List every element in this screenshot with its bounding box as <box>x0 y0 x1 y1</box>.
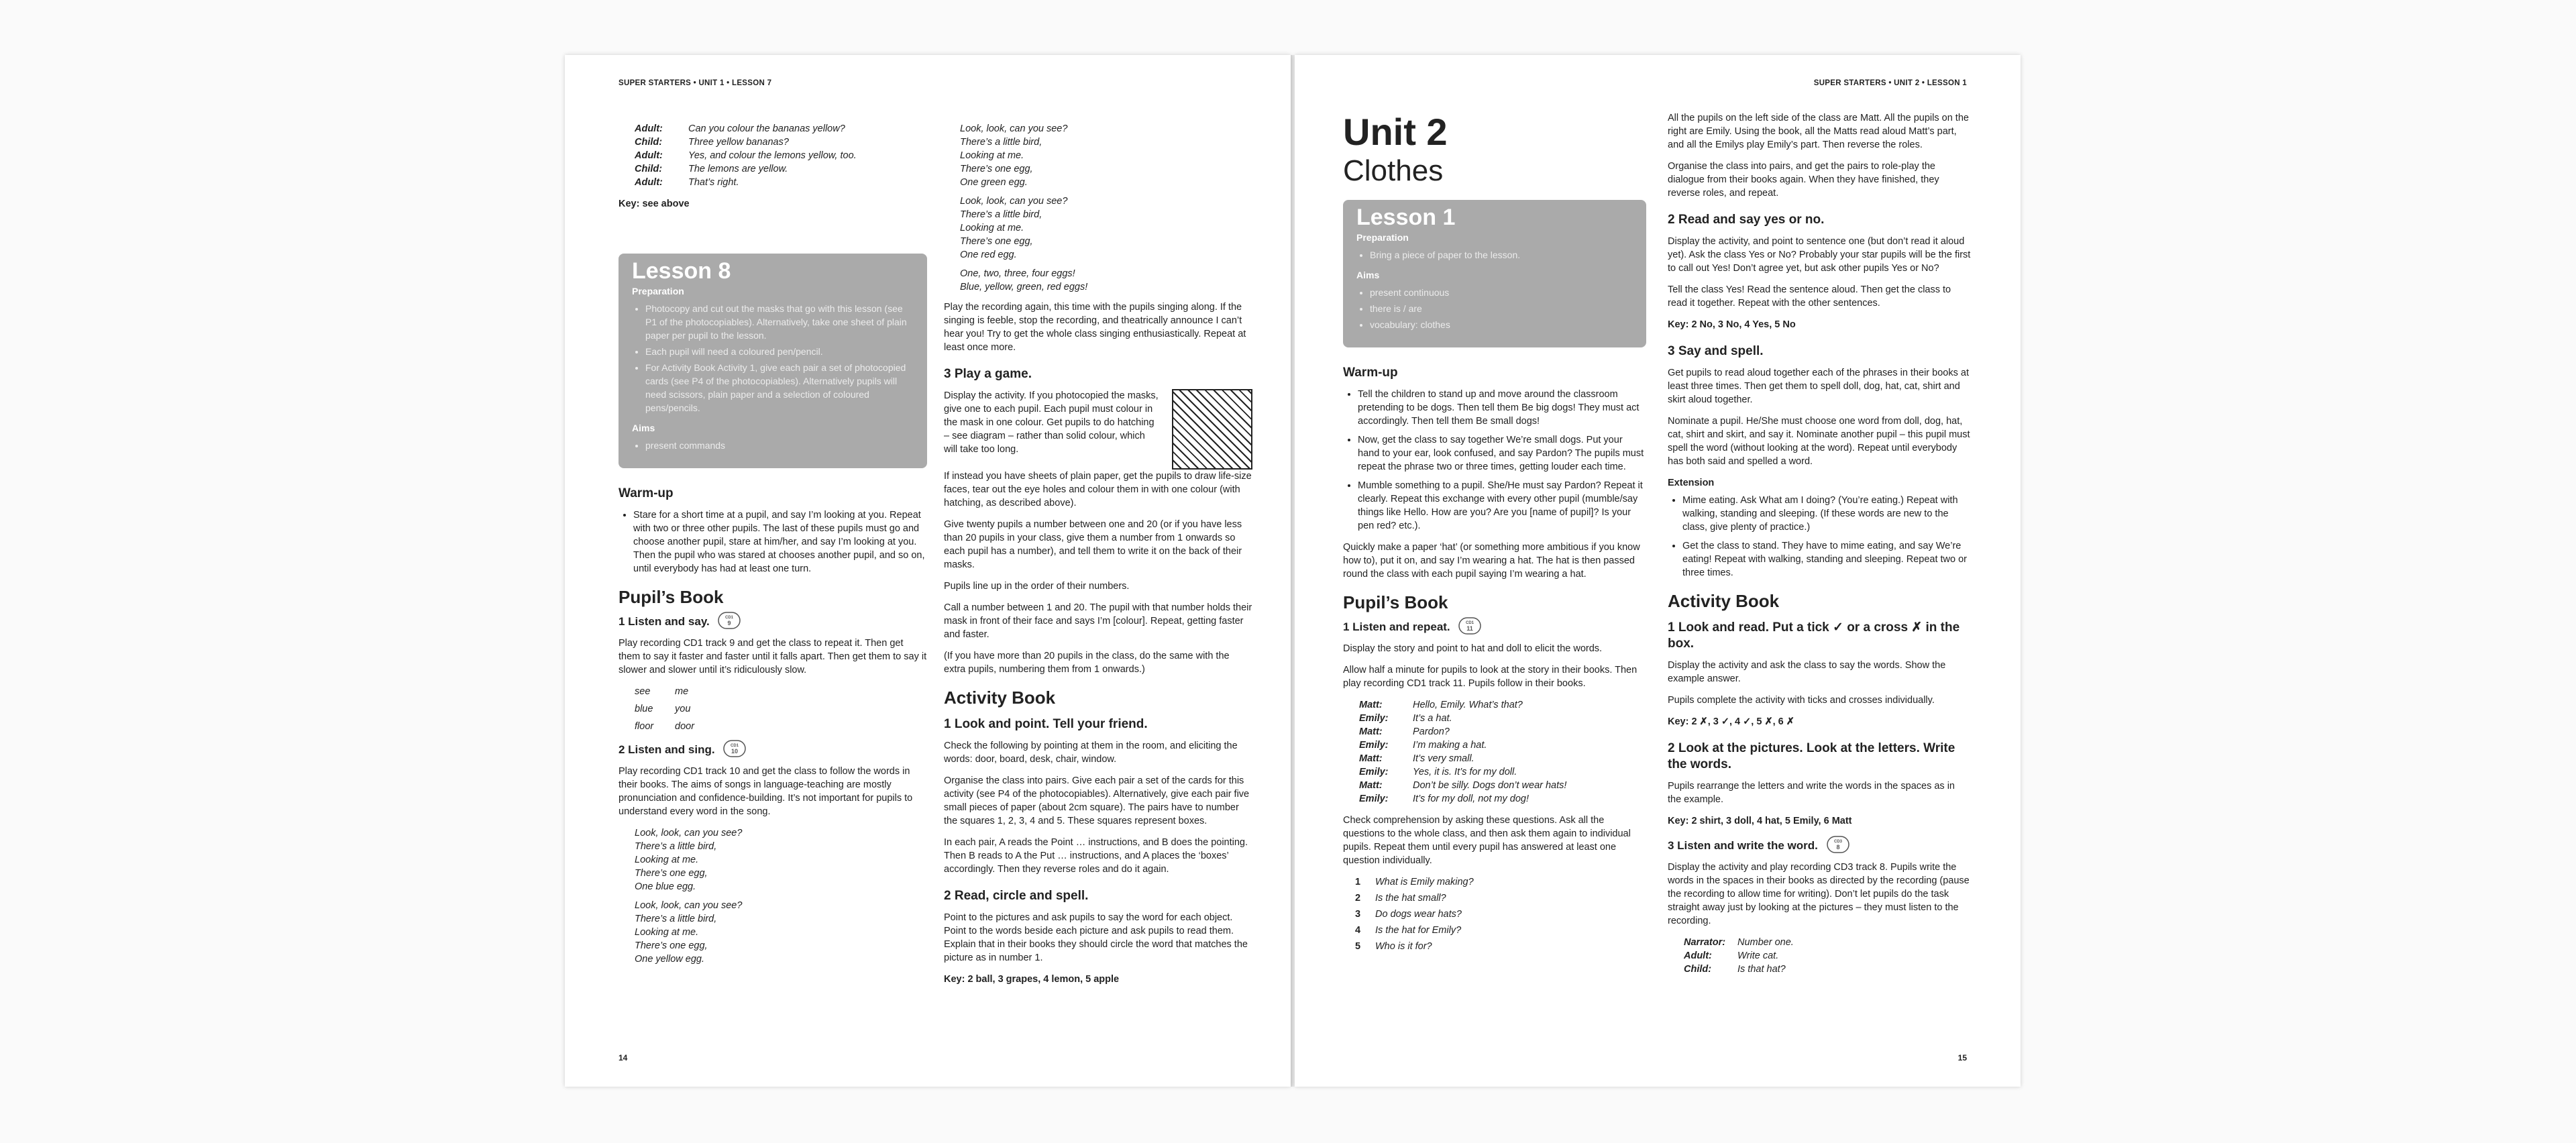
ex3-p2: Nominate a pupil. He/She must choose one word from doll, dog, hat, cat, shirt and skirt, and say it. Nominate another pupil – this pupil must spell the word (without looking at the word). Repeat until everybody has both said and spelled a word. <box>1668 416 1970 467</box>
question-text: Is the hat small? <box>1375 893 1446 904</box>
left-column-2 <box>944 122 1252 994</box>
ex3-p2: If instead you have sheets of plain paper, get the pupils to draw life-size faces, tear out the eye holes and colour them in with one colour (with hatching, as described above). <box>944 471 1252 508</box>
ab3-heading-text: 3 Listen and write the word. <box>1668 838 1818 852</box>
question-number: 1 <box>1355 877 1361 887</box>
ex1-p2: Allow half a minute for pupils to look at the story in their books. Then play recording CD1 track 11. Pupils follow in their books. <box>1343 665 1638 689</box>
line-text: It’s very small. <box>1413 753 1474 764</box>
song-stanza <box>960 195 1252 262</box>
word-pairs <box>635 685 927 733</box>
song-line: There’s a little bird, <box>635 914 717 924</box>
ab1-p2: Pupils complete the activity with ticks and crosses individually. <box>1668 695 1935 706</box>
speaker: Emily: <box>1359 794 1389 804</box>
activity-book-heading: Activity Book <box>944 688 1056 708</box>
dialog-line <box>1359 765 1646 779</box>
cd-icon <box>1458 617 1481 638</box>
line-text: Yes, and colour the lemons yellow, too. <box>688 150 857 161</box>
p1: All the pupils on the left side of the class are Matt. All the pupils on the right are Emily. Using the book, all the Matts read aloud Matt’s part, and all the Emilys play Emily’s part. Then reverse the roles. <box>1668 113 1969 150</box>
page-number: 14 <box>619 1053 628 1063</box>
song-lyrics <box>635 826 927 966</box>
ex3-heading: 3 Play a game. <box>944 367 1032 381</box>
key-intro: Key: see above <box>619 199 690 209</box>
song-line: Look, look, can you see? <box>960 196 1068 207</box>
dialog-line <box>1684 949 1971 963</box>
dialog-line <box>635 176 927 189</box>
recording-dialog <box>1684 936 1971 976</box>
question-number: 2 <box>1355 893 1361 904</box>
word: door <box>675 721 695 732</box>
ab2-p1: Point to the pictures and ask pupils to say the word for each object. Point to the words beside each picture and ask pupils to read them. Explain that in their books they should circle the word that matches the picture as in number 1. <box>944 912 1248 963</box>
aims-list <box>632 439 914 452</box>
right-column-1 <box>1343 111 1646 961</box>
song-line: There’s one egg, <box>635 940 708 951</box>
ab3-heading <box>1668 836 1971 857</box>
aims-item: • present commands <box>645 439 914 452</box>
ex3-heading: 3 Say and spell. <box>1668 344 1764 358</box>
right-page <box>1295 55 2021 1087</box>
cd-icon <box>723 740 746 761</box>
dialog-line <box>1684 963 1971 976</box>
song-line: Looking at me. <box>960 223 1024 233</box>
ex2-heading-text: 2 Listen and sing. <box>619 743 715 756</box>
ab1-heading: 1 Look and point. Tell your friend. <box>944 717 1148 731</box>
word: me <box>675 686 689 697</box>
ab2-heading: 2 Look at the pictures. Look at the letters. Write the words. <box>1668 741 1955 771</box>
line-text: Is that hat? <box>1737 964 1786 975</box>
ab1-p2: Organise the class into pairs. Give each pair a set of the cards for this activity (see P4 of the photocopiables). Alternatively, give each pair five small pieces of paper (about 2cm square). The pairs have to number the squares 1, 2, 3, 4 and 5. These squares represent boxes. <box>944 775 1250 826</box>
song-line: Looking at me. <box>635 927 699 938</box>
speaker: Matt: <box>1359 726 1383 737</box>
question-text: Who is it for? <box>1375 941 1432 952</box>
ex1-heading-text: 1 Listen and repeat. <box>1343 620 1450 633</box>
question-text: What is Emily making? <box>1375 877 1474 887</box>
ab2-key: Key: 2 ball, 3 grapes, 4 lemon, 5 apple <box>944 974 1120 985</box>
ab1-p1: Check the following by pointing at them in the room, and eliciting the words: door, board, desk, chair, window. <box>944 741 1238 765</box>
speaker: Narrator: <box>1684 937 1726 948</box>
aims-item: • present continuous <box>1370 286 1633 299</box>
song-line: Blue, yellow, green, red eggs! <box>960 282 1088 292</box>
question-text: Do dogs wear hats? <box>1375 909 1462 920</box>
dialog-line <box>1359 698 1646 712</box>
speaker: Adult: <box>1684 950 1712 961</box>
warmup-item: • Now, get the class to say together We’re small dogs. Put your hand to your ear, look confused, and say Pardon? The pupils must repeat the phrase two or three times, getting louder each time. <box>1358 433 1646 474</box>
check-para: Check comprehension by asking these questions. Ask all the questions to the whole class, and then ask them again to individual pupils. Repeat them until every pupil has answered at least one question individually. <box>1343 815 1631 866</box>
ex3-p5: Call a number between 1 and 20. The pupil with that number holds their mask in front of their face and says I’m [colour]. Repeat, getting faster and faster. <box>944 602 1252 640</box>
line-text: I’m making a hat. <box>1413 740 1487 751</box>
page-number: 15 <box>1957 1053 1967 1063</box>
dialog-line <box>635 122 927 135</box>
pupils-book-heading: Pupil’s Book <box>619 587 724 607</box>
speaker: Emily: <box>1359 713 1389 724</box>
line-text: It’s for my doll, not my dog! <box>1413 794 1529 804</box>
speaker: Child: <box>1684 964 1712 975</box>
word: floor <box>635 721 654 732</box>
question <box>1355 908 1646 921</box>
ex2-heading <box>619 740 927 761</box>
song-line: Looking at me. <box>960 150 1024 161</box>
line-text: The lemons are yellow. <box>688 164 788 174</box>
ex2-heading: 2 Read and say yes or no. <box>1668 213 1825 227</box>
line-text: Can you colour the bananas yellow? <box>688 123 845 134</box>
song-stanza <box>635 826 927 893</box>
song-line: One green egg. <box>960 177 1028 188</box>
line-text: Hello, Emily. What’s that? <box>1413 700 1523 710</box>
line-text: It’s a hat. <box>1413 713 1452 724</box>
warmup-item: • Mumble something to a pupil. She/He must say Pardon? Repeat it clearly. Repeat this exchange with every other pupil (mumble/say things like Hello. How are you? Are you [name of pupil]? Is your pen red? etc.). <box>1358 479 1646 533</box>
warmup-item: • Tell the children to stand up and move around the classroom pretending to be dogs. Then tell them Be big dogs! They must act accordingly. Then tell them Be small dogs! <box>1358 388 1646 428</box>
svg-text:CD3: CD3 <box>1833 840 1842 844</box>
ex1-text: Play recording CD1 track 9 and get the class to repeat it. Then get them to say it faster and faster until it falls apart. Then get them to say it slower and slower until it’s ridiculously slow. <box>619 638 927 675</box>
speaker: Adult: <box>635 123 663 134</box>
dialog-intro <box>635 122 927 189</box>
question <box>1355 875 1646 889</box>
dialog-line <box>1359 725 1646 739</box>
ex3-p6: (If you have more than 20 pupils in the class, do the same with the extra pupils, numbering them from 1 onwards.) <box>944 651 1230 675</box>
line-text: That’s right. <box>688 177 739 188</box>
ab1-p3: In each pair, A reads the Point … instructions, and B does the pointing. Then B reads to A the Put … instructions, and A places the ‘boxes’ accordingly. Then they reverse roles and do it again. <box>944 837 1248 875</box>
lesson-1-box <box>1343 200 1646 347</box>
dialog-line <box>635 162 927 176</box>
unit-title: Unit 2 <box>1343 111 1448 153</box>
speaker: Emily: <box>1359 767 1389 777</box>
word: see <box>635 686 651 697</box>
question-number: 4 <box>1355 925 1361 936</box>
extension-item: • Get the class to stand. They have to mime eating, and say We’re eating! Repeat with walking, standing and sleeping. Repeat two or three times. <box>1682 539 1971 580</box>
song-line: Looking at me. <box>635 855 699 865</box>
aims-label: Aims <box>632 423 655 433</box>
dialog-line <box>1359 739 1646 752</box>
song-lyrics <box>960 122 1252 294</box>
speaker: Child: <box>635 164 663 174</box>
ab2-heading: 2 Read, circle and spell. <box>944 889 1089 903</box>
aims-list <box>1356 286 1633 331</box>
extension-heading: Extension <box>1668 478 1715 488</box>
ab1-heading: 1 Look and read. Put a tick ✓ or a cross ✗ in the box. <box>1668 620 1960 651</box>
extension-list <box>1668 494 1971 580</box>
song-line: There’s one egg, <box>960 164 1033 174</box>
ex2-p1: Display the activity, and point to sentence one (but don’t read it aloud yet). Ask the class Yes or No? Probably your star pupils will be the first to call out Yes! Don’t agree yet, but ask other pupils Yes or No? <box>1668 236 1971 274</box>
lesson-8-box <box>619 254 927 468</box>
unit-subtitle: Clothes <box>1343 154 1444 187</box>
line-text: Don’t be silly. Dogs don’t wear hats! <box>1413 780 1567 791</box>
cd-icon <box>718 612 741 633</box>
dialog-line <box>1359 712 1646 725</box>
aims-item: • vocabulary: clothes <box>1370 318 1633 331</box>
song-line: There’s a little bird, <box>960 137 1042 148</box>
ex3-p1: Display the activity. If you photocopied the masks, give one to each pupil. Each pupil must colour in the mask in one colour. Get pupils to do hatching – see diagram – rather than solid colour, which will take too long. <box>944 390 1159 455</box>
cd-track-number: 11 <box>1466 625 1474 632</box>
dialog-line <box>1359 779 1646 792</box>
warmup-list <box>1343 388 1646 533</box>
song-line: Look, look, can you see? <box>960 123 1068 134</box>
question <box>1355 940 1646 953</box>
ab2-key: Key: 2 shirt, 3 doll, 4 hat, 5 Emily, 6 Matt <box>1668 816 1852 826</box>
preparation-item: • Each pupil will need a coloured pen/pencil. <box>645 345 914 358</box>
preparation-item: • Photocopy and cut out the masks that go with this lesson (see P1 of the photocopiables). Alternatively, take one sheet of plain paper per pupil to the lesson. <box>645 302 914 342</box>
ab1-p1: Display the activity and ask the class to say the words. Show the example answer. <box>1668 660 1946 684</box>
word-pair <box>635 685 927 698</box>
ex1-heading <box>619 612 927 633</box>
left-column-1 <box>619 122 927 973</box>
ex3-intro <box>944 389 1252 470</box>
song-line: There’s a little bird, <box>960 209 1042 220</box>
line-text: Write cat. <box>1737 950 1779 961</box>
song-after: Play the recording again, this time with the pupils singing along. If the singing is feeble, stop the recording, and theatrically announce I can’t hear you! Try to get the whole class singing enthusiastically. Repeat at least once more. <box>944 302 1246 353</box>
warmup-heading: Warm-up <box>619 486 674 500</box>
song-stanza <box>960 267 1252 294</box>
ab1-key: Key: 2 ✗, 3 ✓, 4 ✓, 5 ✗, 6 ✗ <box>1668 716 1794 727</box>
running-head: SUPER STARTERS • UNIT 2 • LESSON 1 <box>1813 79 1967 87</box>
speaker: Matt: <box>1359 780 1383 791</box>
line-text: Number one. <box>1737 937 1794 948</box>
ab3-p1: Display the activity and play recording CD3 track 8. Pupils write the words in the spaces in their books as directed by the recording (pause the recording to allow time for writing). Don’t let pupils do the task straight away just by looking at the pictures – they must listen to the recording. <box>1668 862 1970 926</box>
running-head: SUPER STARTERS • UNIT 1 • LESSON 7 <box>619 79 772 87</box>
left-page <box>565 55 1291 1087</box>
dialog-line <box>1359 792 1646 806</box>
preparation-list <box>632 302 914 415</box>
word-pair <box>635 720 927 733</box>
question <box>1355 891 1646 905</box>
aims-item: • there is / are <box>1370 302 1633 315</box>
warmup-heading: Warm-up <box>1343 366 1398 380</box>
lesson-title: Lesson 1 <box>1356 205 1456 230</box>
song-line: There’s a little bird, <box>635 841 717 852</box>
word: you <box>675 704 691 714</box>
song-line: Look, look, can you see? <box>635 828 743 838</box>
line-text: Pardon? <box>1413 726 1450 737</box>
extension-item: • Mime eating. Ask What am I doing? (You’re eating.) Repeat with walking, standing and sleeping. (If these words are new to the class, give plenty of practice.) <box>1682 494 1971 534</box>
song-stanza <box>960 122 1252 189</box>
song-line: There’s one egg, <box>960 236 1033 247</box>
question-number: 5 <box>1355 941 1361 952</box>
dialog-line <box>635 149 927 162</box>
aims-label: Aims <box>1356 270 1380 280</box>
word-pair <box>635 702 927 716</box>
preparation-label: Preparation <box>1356 232 1409 243</box>
preparation-list <box>1356 248 1633 262</box>
dialog-line <box>1684 936 1971 949</box>
line-text: Yes, it is. It’s for my doll. <box>1413 767 1517 777</box>
ex2-key: Key: 2 No, 3 No, 4 Yes, 5 No <box>1668 319 1796 330</box>
story-dialog <box>1359 698 1646 806</box>
activity-book-heading: Activity Book <box>1668 591 1780 611</box>
speaker: Child: <box>635 137 663 148</box>
song-stanza <box>635 899 927 966</box>
word: blue <box>635 704 653 714</box>
preparation-label: Preparation <box>632 286 684 296</box>
dialog-line <box>635 135 927 149</box>
hatching-diagram <box>1172 389 1252 470</box>
ex2-text: Play recording CD1 track 10 and get the class to follow the words in their books. The aims of songs in language-teaching are mostly pronunciation and confidence-building. It’s not important for pupils to understand every word in the song. <box>619 766 913 817</box>
svg-text:CD1: CD1 <box>1466 621 1474 625</box>
speaker: Adult: <box>635 150 663 161</box>
cd-track-number: 10 <box>731 748 739 755</box>
cd-track-number: 8 <box>1836 844 1840 851</box>
ex3-p3: Give twenty pupils a number between one and 20 (or if you have less than 20 pupils in your class, give them a number from 1 onwards so each pupil has a number), and tell them to write it on the back of their masks. <box>944 519 1242 570</box>
dialog-line <box>1359 752 1646 765</box>
svg-text:CD1: CD1 <box>731 744 739 748</box>
ex1-heading-text: 1 Listen and say. <box>619 614 710 628</box>
warmup-text: • Stare for a short time at a pupil, and say I’m looking at you. Repeat with two or three other pupils. The last of these pupils must go and choose another pupil, stare at him/her, and say I’m looking at you. Then the pupil who was stared at chooses another pupil, and so on, until everybody has had at least one turn. <box>633 508 927 576</box>
question <box>1355 924 1646 937</box>
question-text: Is the hat for Emily? <box>1375 925 1462 936</box>
pupils-book-heading: Pupil’s Book <box>1343 592 1448 612</box>
ex2-p2: Tell the class Yes! Read the sentence aloud. Then get the class to read it together. Repeat with the other sentences. <box>1668 284 1951 309</box>
ab2-p1: Pupils rearrange the letters and write the words in the spaces as in the example. <box>1668 781 1955 805</box>
ex3-p4: Pupils line up in the order of their numbers. <box>944 581 1130 592</box>
speaker: Matt: <box>1359 700 1383 710</box>
preparation-item: • For Activity Book Activity 1, give each pair a set of photocopied cards (see P4 of the photocopiables). Alternatively pupils will need scissors, plain paper and a selection of coloured pens/pencils. <box>645 361 914 415</box>
song-line: One red egg. <box>960 250 1017 260</box>
cd-track-number: 9 <box>727 620 731 627</box>
song-line: One yellow egg. <box>635 954 704 965</box>
song-line: One blue egg. <box>635 881 696 892</box>
ex3-p1: Get pupils to read aloud together each of the phrases in their books at least three times. Then get them to spell doll, dog, hat, cat, shirt and skirt aloud together. <box>1668 368 1969 405</box>
line-text: Three yellow bananas? <box>688 137 789 148</box>
hat-para: Quickly make a paper ‘hat’ (or something more ambitious if you know how to), put it on, and say I’m wearing a hat. The hat is then passed round the class with each pupil saying I’m wearing a hat. <box>1343 542 1640 580</box>
lesson-title: Lesson 8 <box>632 258 731 284</box>
question-list <box>1355 875 1646 953</box>
p2: Organise the class into pairs, and get the pairs to role-play the dialogue from their books again. When they have finished, they reverse roles, and repeat. <box>1668 161 1939 199</box>
speaker: Adult: <box>635 177 663 188</box>
preparation-item: • Bring a piece of paper to the lesson. <box>1370 248 1633 262</box>
ex1-heading <box>1343 617 1646 638</box>
speaker: Matt: <box>1359 753 1383 764</box>
svg-text:CD1: CD1 <box>725 616 734 620</box>
question-number: 3 <box>1355 909 1361 920</box>
speaker: Emily: <box>1359 740 1389 751</box>
ex1-p1: Display the story and point to hat and doll to elicit the words. <box>1343 643 1603 654</box>
cd-icon <box>1827 836 1849 857</box>
right-column-2 <box>1668 111 1971 984</box>
song-line: Look, look, can you see? <box>635 900 743 911</box>
song-line: There’s one egg, <box>635 868 708 879</box>
song-line: One, two, three, four eggs! <box>960 268 1075 279</box>
